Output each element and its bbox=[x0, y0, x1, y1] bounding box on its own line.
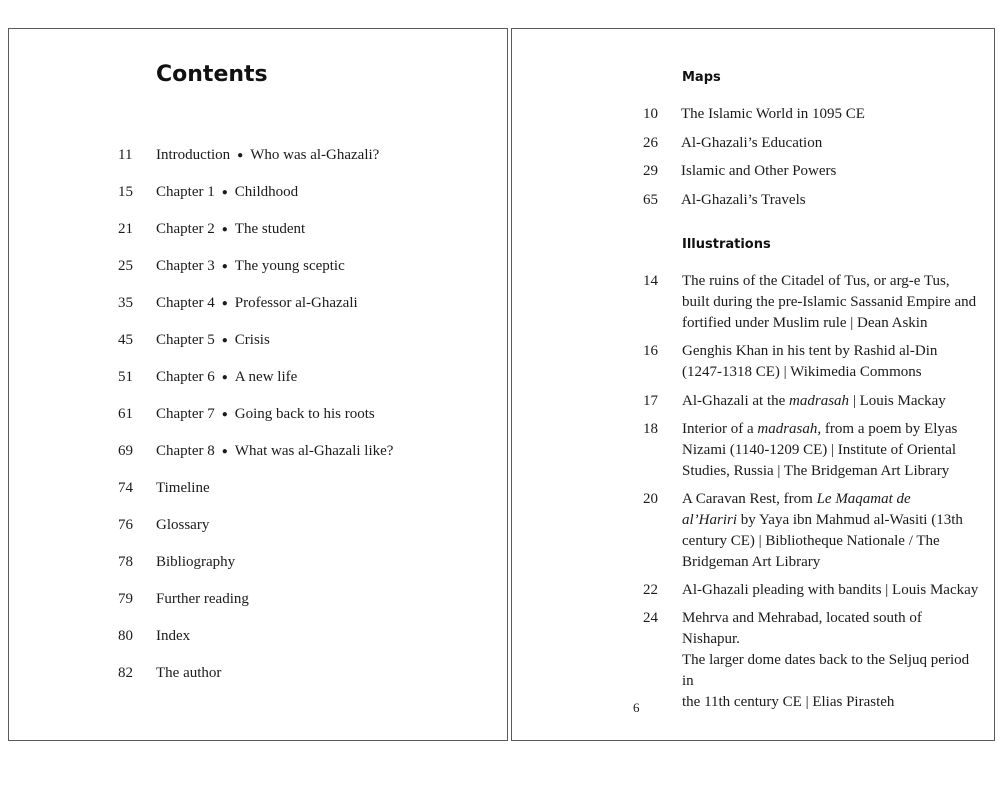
toc-part: Introduction bbox=[156, 147, 231, 163]
toc-subtitle: Childhood bbox=[234, 184, 299, 200]
toc-page-number: 25 bbox=[118, 258, 133, 274]
toc-page-number: 74 bbox=[118, 480, 133, 496]
map-page-number: 10 bbox=[643, 106, 658, 122]
bullet-separator-icon: ● bbox=[221, 409, 228, 420]
toc-part: Chapter 8 bbox=[156, 443, 215, 459]
caption-line: fortified under Muslim rule | Dean Askin bbox=[682, 315, 928, 331]
bullet-separator-icon: ● bbox=[237, 150, 244, 161]
toc-page-number: 51 bbox=[118, 369, 133, 385]
caption-line: (1247-1318 CE) | Wikimedia Commons bbox=[682, 364, 922, 380]
caption-line: Interior of a madrasah, from a poem by Elyas bbox=[682, 421, 958, 437]
toc-part: Index bbox=[156, 628, 191, 644]
toc-page-number: 15 bbox=[118, 184, 133, 200]
illustration-page-number: 17 bbox=[643, 393, 658, 409]
illustration-page-number: 20 bbox=[643, 491, 658, 507]
caption-line: The ruins of the Citadel of Tus, or arg-e Tus, bbox=[682, 273, 950, 289]
toc-page-number: 21 bbox=[118, 221, 133, 237]
right-page bbox=[511, 28, 995, 741]
toc-entry bbox=[156, 219, 305, 241]
toc-subtitle: Crisis bbox=[234, 332, 270, 348]
toc-entry bbox=[156, 626, 190, 646]
toc-part: Chapter 1 bbox=[156, 184, 215, 200]
caption-line: the 11th century CE | Elias Pirasteh bbox=[682, 694, 895, 710]
map-page-number: 26 bbox=[643, 135, 658, 151]
illustration-caption bbox=[682, 608, 982, 713]
toc-part: Chapter 6 bbox=[156, 369, 215, 385]
bullet-separator-icon: ● bbox=[221, 446, 228, 457]
toc-subtitle: What was al-Ghazali like? bbox=[234, 443, 394, 459]
italic-term: madrasah bbox=[789, 393, 850, 409]
toc-entry bbox=[156, 589, 249, 609]
contents-title: Contents bbox=[156, 62, 268, 87]
toc-entry bbox=[156, 478, 210, 498]
toc-entry bbox=[156, 663, 221, 683]
toc-subtitle: A new life bbox=[234, 369, 298, 385]
illustration-page-number: 16 bbox=[643, 343, 658, 359]
toc-part: Chapter 2 bbox=[156, 221, 215, 237]
toc-entry bbox=[156, 515, 209, 535]
page-number: 6 bbox=[633, 700, 640, 715]
toc-entry bbox=[156, 145, 379, 167]
caption-line: Studies, Russia | The Bridgeman Art Library bbox=[682, 463, 950, 479]
toc-part: Glossary bbox=[156, 517, 210, 533]
map-title: The Islamic World in 1095 CE bbox=[681, 106, 865, 122]
caption-line: Al-Ghazali pleading with bandits | Louis Mackay bbox=[682, 582, 979, 598]
illustration-caption bbox=[682, 580, 982, 601]
toc-page-number: 11 bbox=[118, 147, 133, 163]
toc-entry bbox=[156, 293, 358, 315]
caption-line: Bridgeman Art Library bbox=[682, 554, 821, 570]
italic-term: Le Maqamat de bbox=[816, 491, 911, 507]
toc-subtitle: Professor al-Ghazali bbox=[234, 295, 358, 311]
toc-page-number: 82 bbox=[118, 665, 133, 681]
caption-line: Mehrva and Mehrabad, located south of Nishapur. bbox=[682, 610, 922, 647]
toc-subtitle: Who was al-Ghazali? bbox=[250, 147, 380, 163]
toc-entry bbox=[156, 404, 375, 426]
caption-line: A Caravan Rest, from Le Maqamat de bbox=[682, 491, 911, 507]
illustration-page-number: 22 bbox=[643, 582, 658, 598]
caption-line: Genghis Khan in his tent by Rashid al-Din bbox=[682, 343, 938, 359]
toc-part: Further reading bbox=[156, 591, 249, 607]
bullet-separator-icon: ● bbox=[221, 335, 228, 346]
illustration-page-number: 24 bbox=[643, 610, 658, 626]
illustration-page-number: 14 bbox=[643, 273, 658, 289]
caption-line: Nizami (1140-1209 CE) | Institute of Oriental bbox=[682, 442, 957, 458]
toc-entry bbox=[156, 330, 270, 352]
caption-line: Al-Ghazali at the madrasah | Louis Mackay bbox=[682, 393, 946, 409]
toc-page-number: 79 bbox=[118, 591, 133, 607]
caption-line: al’Hariri by Yaya ibn Mahmud al-Wasiti (13th bbox=[682, 512, 963, 528]
maps-heading: Maps bbox=[682, 70, 721, 85]
toc-subtitle: The young sceptic bbox=[234, 258, 345, 274]
toc-subtitle: The student bbox=[234, 221, 306, 237]
toc-part: Timeline bbox=[156, 480, 210, 496]
toc-entry bbox=[156, 182, 298, 204]
caption-line: built during the pre-Islamic Sassanid Empire and bbox=[682, 294, 977, 310]
bullet-separator-icon: ● bbox=[221, 261, 228, 272]
left-page bbox=[8, 28, 508, 741]
caption-line: century CE) | Bibliotheque Nationale / The bbox=[682, 533, 940, 549]
illustrations-heading: Illustrations bbox=[682, 237, 771, 252]
bullet-separator-icon: ● bbox=[221, 372, 228, 383]
illustration-caption bbox=[682, 341, 982, 383]
toc-entry bbox=[156, 552, 235, 572]
italic-term: al’Hariri bbox=[682, 512, 738, 528]
map-title: Islamic and Other Powers bbox=[681, 163, 837, 179]
toc-entry bbox=[156, 256, 345, 278]
map-title: Al-Ghazali’s Education bbox=[681, 135, 823, 151]
toc-page-number: 61 bbox=[118, 406, 133, 422]
italic-term: madrasah bbox=[757, 421, 818, 437]
toc-page-number: 69 bbox=[118, 443, 133, 459]
map-page-number: 29 bbox=[643, 163, 658, 179]
toc-part: Chapter 7 bbox=[156, 406, 215, 422]
toc-page-number: 76 bbox=[118, 517, 133, 533]
bullet-separator-icon: ● bbox=[221, 224, 228, 235]
toc-entry bbox=[156, 441, 393, 463]
bullet-separator-icon: ● bbox=[221, 187, 228, 198]
illustration-caption bbox=[682, 391, 982, 412]
illustration-page-number: 18 bbox=[643, 421, 658, 437]
toc-part: Chapter 3 bbox=[156, 258, 215, 274]
caption-line: The larger dome dates back to the Seljuq period in bbox=[682, 652, 970, 689]
map-title: Al-Ghazali’s Travels bbox=[681, 192, 806, 208]
toc-subtitle: Going back to his roots bbox=[234, 406, 375, 422]
map-page-number: 65 bbox=[643, 192, 658, 208]
toc-page-number: 80 bbox=[118, 628, 133, 644]
toc-part: The author bbox=[156, 665, 222, 681]
toc-page-number: 45 bbox=[118, 332, 133, 348]
illustration-caption bbox=[682, 271, 982, 334]
bullet-separator-icon: ● bbox=[221, 298, 228, 309]
toc-part: Chapter 5 bbox=[156, 332, 215, 348]
toc-page-number: 78 bbox=[118, 554, 133, 570]
illustration-caption bbox=[682, 419, 982, 482]
toc-part: Bibliography bbox=[156, 554, 236, 570]
illustration-caption bbox=[682, 489, 982, 573]
toc-page-number: 35 bbox=[118, 295, 133, 311]
toc-entry bbox=[156, 367, 297, 389]
toc-part: Chapter 4 bbox=[156, 295, 215, 311]
